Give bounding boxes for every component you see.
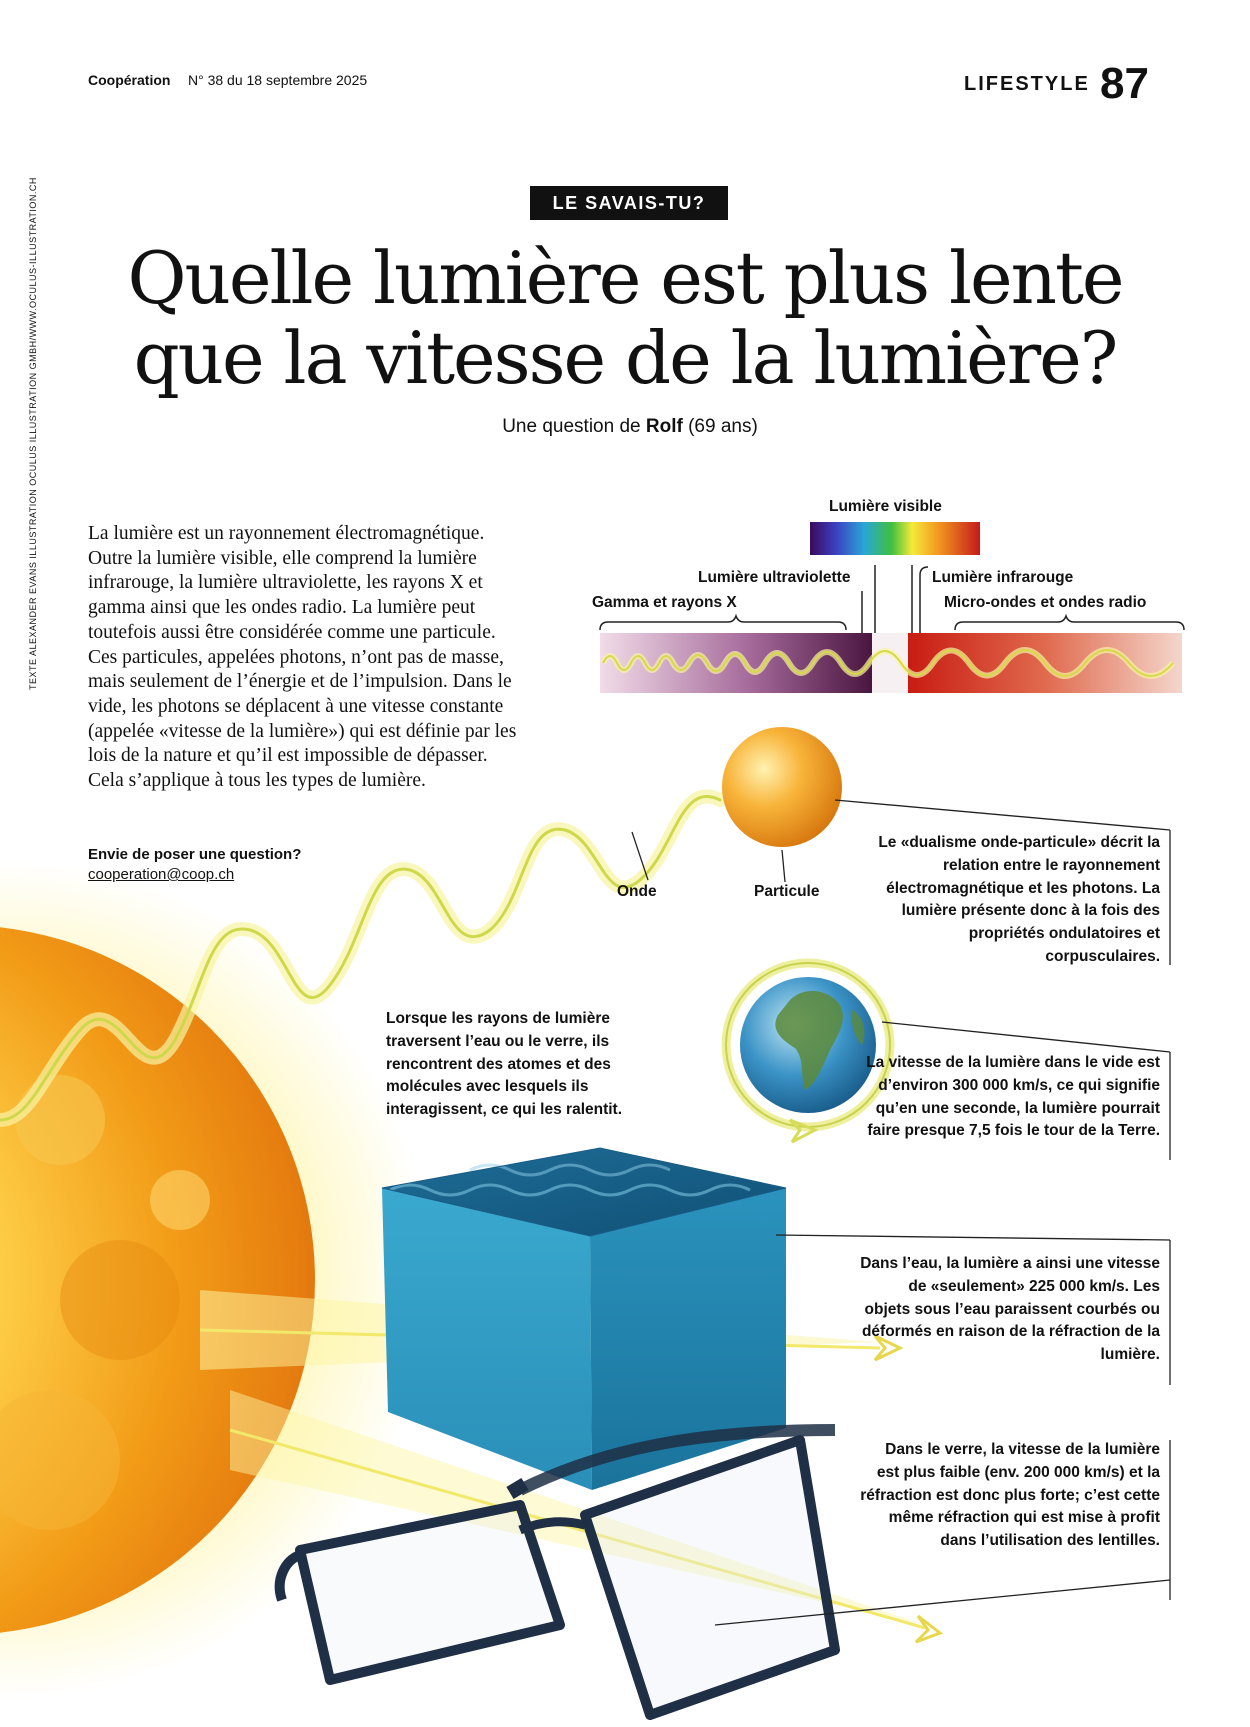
section-label: LIFESTYLE <box>964 73 1090 95</box>
label-ultraviolet: Lumière ultraviolette <box>698 569 851 586</box>
publication-name: Coopération <box>88 72 171 88</box>
ask-question-title: Envie de poser une question? <box>88 846 302 863</box>
title-line-1: Quelle lumière est plus lente <box>127 236 1123 320</box>
subtitle-name: Rolf <box>645 416 683 437</box>
title-line-2: que la vitesse de la lumière? <box>133 316 1117 400</box>
page-number: 87 <box>1100 59 1149 108</box>
label-visible-light: Lumière visible <box>829 498 942 515</box>
note-glass-speed: Dans le verre, la vitesse de la lumière est plus faible (env. 200 000 km/s) et la réfraction est donc plus forte; c’est cette même réfraction qui est mise à profit dans l’utilisation des lentilles. <box>860 1441 1160 1550</box>
label-particle: Particule <box>754 883 820 900</box>
subtitle <box>300 416 960 438</box>
body-paragraph: La lumière est un rayonnement électromagnétique. Outre la lumière visible, elle comprend la lumière infrarouge, la lumière ultraviolette, les rayons X et gamma ainsi que les ondes radio. La lumière peut toutefois aussi être considérée comme une particule. Ces particules, appelées photons, n’ont pas de masse, mais seulement de l’énergie et de l’impulsion. Dans le vide, les photons se déplacent à une vitesse constante (appelée «vitesse de la lumière») qui est définie par les lois de la nature et qu’il est impossible de dépasser. Cela s’applique à tous les types de lumière. <box>88 523 517 792</box>
note-wave-particle-duality: Le «dualisme onde-particule» décrit la relation entre le rayonnement électromagnétique et les photons. La lumière présente donc à la fois des propriétés ondulatoires et corpusculaires. <box>878 834 1160 965</box>
page-title <box>120 238 1130 398</box>
label-microwave-radio: Micro-ondes et ondes radio <box>944 594 1147 611</box>
issue-date: N° 38 du 18 septembre 2025 <box>188 72 368 88</box>
label-wave: Onde <box>617 883 657 900</box>
note-water-glass: Lorsque les rayons de lumière traversent l’eau ou le verre, ils rencontrent des atomes et des molécules avec lesquels ils interagissent, ce qui les ralentit. <box>386 1010 623 1119</box>
note-water-speed: Dans l’eau, la lumière a ainsi une vitesse de «seulement» 225 000 km/s. Les objets sous l’eau paraissent courbés ou déformés en raison de la réfraction de la lumière. <box>860 1255 1160 1364</box>
subtitle-suffix: (69 ans) <box>682 416 758 437</box>
label-gamma-xray: Gamma et rayons X <box>592 594 737 611</box>
kicker-badge: LE SAVAIS-TU? <box>530 186 728 220</box>
credit-line: TEXTE ALEXANDER EVANS ILLUSTRATION OCULUS ILLUSTRATION GMBH/WWW.OCULUS-ILLUSTRATION.CH <box>28 177 38 690</box>
label-infrared: Lumière infrarouge <box>932 569 1074 586</box>
subtitle-prefix: Une question de <box>502 416 646 437</box>
note-vacuum-speed: La vitesse de la lumière dans le vide est d’environ 300 000 km/s, ce qui signifie qu’en une seconde, la lumière pourrait faire presque 7,5 fois le tour de la Terre. <box>866 1054 1160 1140</box>
particle-ball <box>722 727 842 847</box>
contact-email-link[interactable]: cooperation@coop.ch <box>88 866 235 883</box>
